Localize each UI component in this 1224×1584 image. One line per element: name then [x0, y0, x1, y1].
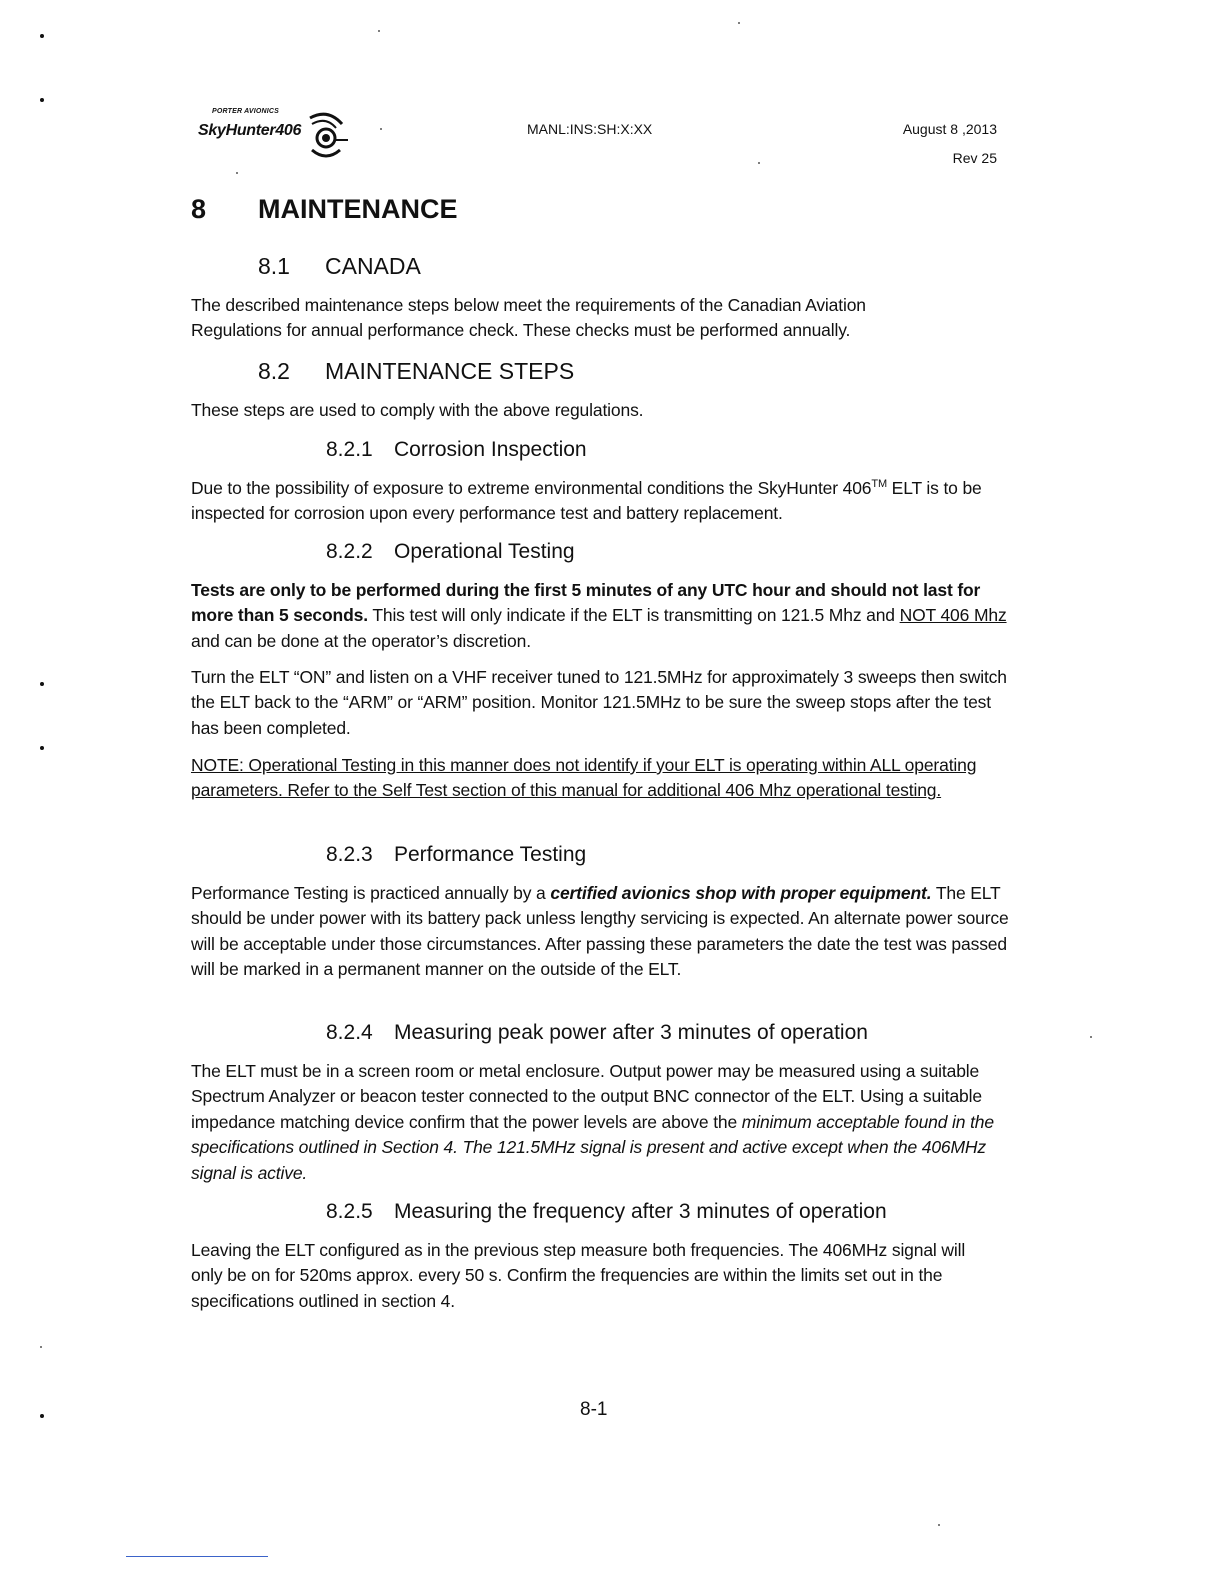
heading-title: Measuring peak power after 3 minutes of operation — [394, 1021, 868, 1044]
text-run: The ELT must be in a screen room or metal enclosure. Output power may be measured using a suitable Spectrum Analyzer or beacon tester connected to the output BNC connector of the ELT. Using a suitable impedance matching device confirm that the power levels are above the — [191, 1061, 982, 1132]
scan-speck — [40, 746, 44, 750]
trademark-mark: TM — [871, 478, 887, 491]
heading-number: 8.2.3 — [326, 843, 373, 866]
scan-speck — [40, 1346, 42, 1348]
scan-speck — [378, 30, 380, 32]
page-number: 8-1 — [580, 1399, 608, 1420]
paragraph-test-window — [191, 578, 1011, 654]
skyhunter-logo — [198, 108, 358, 164]
text-run: The ELT should be under power with its battery pack unless lengthy servicing is expected. An alternate power source will be acceptable under those circumstances. After passing these parameters the date the test was passed will be marked in a permanent manner on the outside of the ELT. — [191, 883, 1009, 980]
paragraph-8-2-3 — [191, 881, 1011, 983]
paragraph-test-procedure: Turn the ELT “ON” and listen on a VHF receiver tuned to 121.5MHz for approximately 3 sweeps then switch the ELT back to the “ARM” or “ARM” position. Monitor 121.5MHz to be sure the sweep stops after the test has been completed. — [191, 667, 1007, 738]
scan-speck — [380, 128, 382, 130]
paragraph-8-2-5: Leaving the ELT configured as in the previous step measure both frequencies. The 406MHz signal will only be on for 520ms approx. every 50 s. Confirm the frequencies are within the limits set out in the specifications outlined in section 4. — [191, 1240, 966, 1311]
heading-title: MAINTENANCE STEPS — [325, 358, 575, 384]
scan-speck — [40, 1414, 44, 1418]
section-number: 8 — [191, 194, 207, 224]
text-run: Performance Testing is practiced annually by a — [191, 883, 551, 903]
logo-wordmark: SkyHunter406 — [198, 122, 302, 139]
underlined-text: NOT 406 Mhz — [899, 605, 1007, 626]
heading-number: 8.2.1 — [326, 438, 373, 461]
scan-speck — [938, 1524, 940, 1526]
scan-speck — [40, 98, 44, 102]
heading-title: Performance Testing — [394, 843, 587, 866]
scan-speck — [738, 22, 740, 24]
paragraph-8-2-4 — [191, 1059, 1011, 1186]
heading-title: Corrosion Inspection — [394, 438, 587, 461]
document-date: August 8 ,2013 — [902, 121, 997, 137]
text-run: This test will only indicate if the ELT is transmitting on 121.5 Mhz and — [367, 605, 900, 626]
paragraph-8-1: The described maintenance steps below meet the requirements of the Canadian Aviation Regulations for annual performance check. These checks must be performed annually. — [191, 295, 866, 341]
heading-number: 8.1 — [258, 253, 290, 279]
beacon-icon — [302, 110, 352, 162]
scan-speck — [1090, 1036, 1092, 1038]
note-paragraph: NOTE: Operational Testing in this manner does not identify if your ELT is operating within ALL operating parameters. Refer to the Self Test section of this manual for additional 406 Mhz operational testing. — [191, 755, 977, 801]
scan-speck — [236, 172, 238, 174]
heading-number: 8.2.4 — [326, 1021, 373, 1044]
emphasis-text: certified avionics shop with proper equipment. — [550, 883, 932, 903]
italic-text: minimum acceptable found in the specifications outlined in Section 4. The 121.5MHz signal is present and active except when the 406MHz signal is active. — [191, 1111, 994, 1183]
document-code: MANL:INS:SH:X:XX — [527, 121, 653, 137]
document-revision: Rev 25 — [952, 150, 997, 166]
heading-number: 8.2 — [258, 358, 290, 384]
heading-number: 8.2.5 — [326, 1200, 373, 1223]
text-run: Due to the possibility of exposure to extreme environmental conditions the SkyHunter 406 — [191, 478, 872, 498]
heading-title: Measuring the frequency after 3 minutes of operation — [394, 1200, 887, 1223]
heading-number: 8.2.2 — [326, 540, 373, 563]
paragraph-8-2: These steps are used to comply with the above regulations. — [191, 400, 644, 420]
scan-speck — [40, 682, 44, 686]
scan-speck — [40, 34, 44, 38]
footer-rule — [126, 1556, 268, 1557]
heading-title: CANADA — [325, 253, 421, 279]
scan-speck — [758, 162, 760, 164]
section-title: MAINTENANCE — [258, 194, 458, 224]
heading-title: Operational Testing — [394, 540, 575, 563]
logo-subtitle: PORTER AVIONICS — [212, 108, 280, 115]
paragraph-8-2-1 — [191, 476, 1011, 527]
text-run: and can be done at the operator’s discretion. — [191, 630, 531, 651]
text-run: ELT is to be inspected for corrosion upon every performance test and battery replacement. — [191, 478, 982, 524]
warning-text: Tests are only to be performed during the first 5 minutes of any UTC hour and should not last for more than 5 seconds. — [191, 580, 981, 626]
